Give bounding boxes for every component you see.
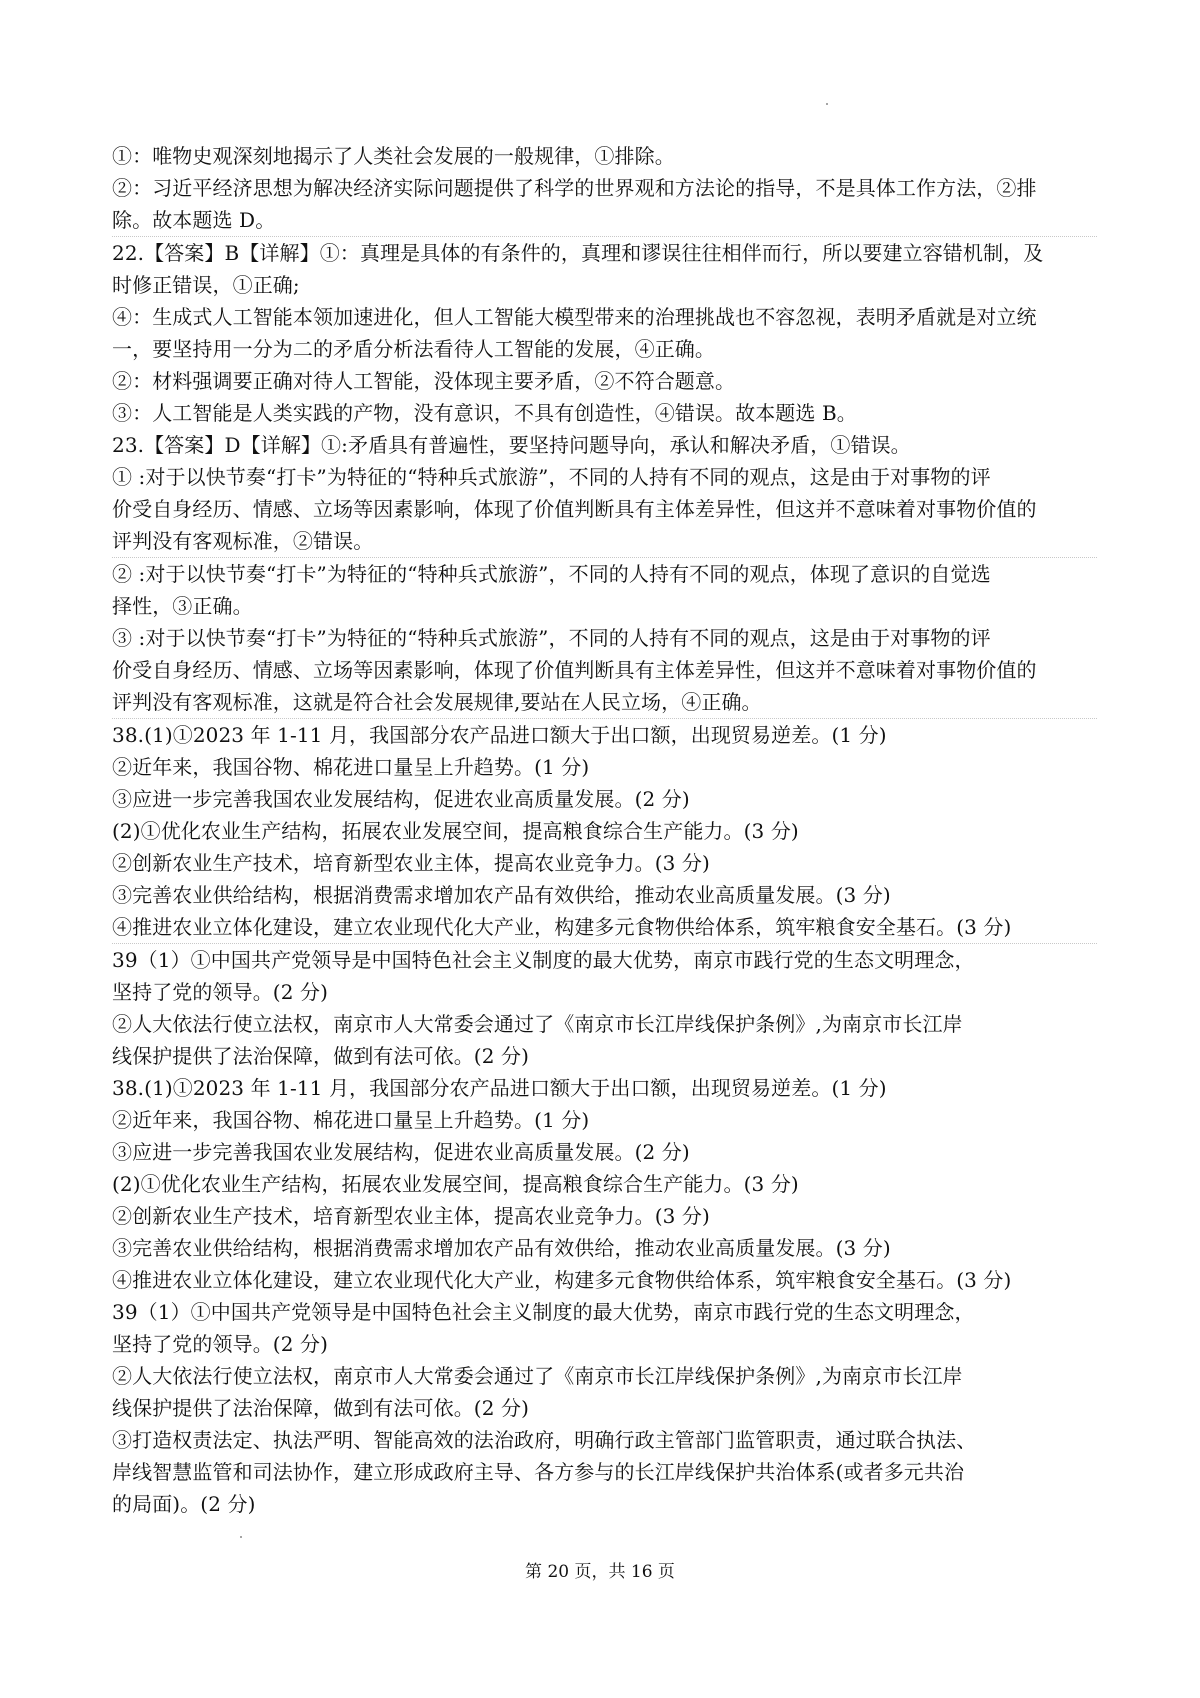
text-line: 一，要坚持用一分为二的矛盾分析法看待人工智能的发展，④正确。 — [112, 337, 715, 361]
text-line: 评判没有客观标准，这就是符合社会发展规律,要站在人民立场，④正确。 — [112, 686, 1097, 719]
text-line: 线保护提供了法治保障，做到有法可依。(2 分) — [112, 1396, 529, 1420]
scan-speck — [826, 103, 828, 105]
text-line: 线保护提供了法治保障，做到有法可依。(2 分) — [112, 1044, 529, 1068]
text-line: (2)①优化农业生产结构，拓展农业发展空间，提高粮食综合生产能力。(3 分) — [112, 1172, 799, 1196]
text-line: ③应进一步完善我国农业发展结构，促进农业高质量发展。(2 分) — [112, 1140, 690, 1164]
text-line: 39（1）①中国共产党领导是中国特色社会主义制度的最大优势，南京市践行党的生态文明理念， — [112, 1300, 975, 1324]
page-number-footer: 第 20 页，共 16 页 — [525, 1562, 675, 1582]
text-line: ④推进农业立体化建设，建立农业现代化大产业，构建多元食物供给体系，筑牢粮食安全基石。(3 分) — [112, 911, 1097, 944]
text-line: ②近年来，我国谷物、棉花进口量呈上升趋势。(1 分) — [112, 755, 590, 779]
scan-speck — [240, 1536, 242, 1538]
text-line: ④推进农业立体化建设，建立农业现代化大产业，构建多元食物供给体系，筑牢粮食安全基石。(3 分) — [112, 1268, 1012, 1292]
text-line: 的局面)。(2 分) — [112, 1492, 256, 1516]
text-line: ②：习近平经济思想为解决经济实际问题提供了科学的世界观和方法论的指导，不是具体工作方法，②排 — [112, 176, 1037, 200]
text-line: ④：生成式人工智能本领加速进化，但人工智能大模型带来的治理挑战也不容忽视，表明矛盾就是对立统 — [112, 305, 1037, 329]
text-line: 38.(1)①2023 年 1-11 月，我国部分农产品进口额大于出口额，出现贸易逆差。(1 分) — [112, 1076, 887, 1100]
text-line: ②人大依法行使立法权，南京市人大常委会通过了《南京市长江岸线保护条例》,为南京市长江岸 — [112, 1364, 963, 1388]
text-line: 39（1）①中国共产党领导是中国特色社会主义制度的最大优势，南京市践行党的生态文明理念， — [112, 948, 975, 972]
text-line: ②人大依法行使立法权，南京市人大常委会通过了《南京市长江岸线保护条例》,为南京市长江岸 — [112, 1012, 963, 1036]
text-line: ①：唯物史观深刻地揭示了人类社会发展的一般规律，①排除。 — [112, 144, 675, 168]
text-line: 除。故本题选 D。 — [112, 204, 1097, 237]
text-line: 时修正错误，①正确; — [112, 273, 300, 297]
text-line: ③完善农业供给结构，根据消费需求增加农产品有效供给，推动农业高质量发展。(3 分) — [112, 1236, 891, 1260]
text-line: 23.【答案】D【详解】①:矛盾具有普遍性，要坚持问题导向，承认和解决矛盾，①错误。 — [112, 433, 911, 457]
text-line: 价受自身经历、情感、立场等因素影响，体现了价值判断具有主体差异性，但这并不意味着对事物价值的 — [112, 658, 1037, 682]
text-line: 岸线智慧监管和司法协作，建立形成政府主导、各方参与的长江岸线保护共治体系(或者多元共治 — [112, 1460, 965, 1484]
text-line: 坚持了党的领导。(2 分) — [112, 1332, 328, 1356]
text-line: ③打造权责法定、执法严明、智能高效的法治政府，明确行政主管部门监管职责，通过联合执法、 — [112, 1428, 977, 1452]
text-line: ③应进一步完善我国农业发展结构，促进农业高质量发展。(2 分) — [112, 787, 690, 811]
text-line: ②：材料强调要正确对待人工智能，没体现主要矛盾，②不符合题意。 — [112, 369, 736, 393]
text-line: 坚持了党的领导。(2 分) — [112, 980, 328, 1004]
text-line: ② :对于以快节奏“打卡”为特征的“特种兵式旅游”，不同的人持有不同的观点，体现了意识的自觉选 — [112, 562, 991, 586]
text-line: 择性，③正确。 — [112, 594, 253, 618]
text-line: ① :对于以快节奏“打卡”为特征的“特种兵式旅游”，不同的人持有不同的观点，这是由于对事物的评 — [112, 465, 991, 489]
text-line: ③ :对于以快节奏“打卡”为特征的“特种兵式旅游”，不同的人持有不同的观点，这是由于对事物的评 — [112, 626, 991, 650]
text-line: 38.(1)①2023 年 1-11 月，我国部分农产品进口额大于出口额，出现贸易逆差。(1 分) — [112, 723, 887, 747]
text-line: 22.【答案】B【详解】①：真理是具体的有条件的，真理和谬误往往相伴而行，所以要建立容错机制，及 — [112, 241, 1044, 265]
text-line: ③完善农业供给结构，根据消费需求增加农产品有效供给，推动农业高质量发展。(3 分) — [112, 883, 891, 907]
text-line: 价受自身经历、情感、立场等因素影响，体现了价值判断具有主体差异性，但这并不意味着对事物价值的 — [112, 497, 1037, 521]
text-line: ③：人工智能是人类实践的产物，没有意识，不具有创造性，④错误。故本题选 B。 — [112, 401, 857, 425]
text-line: (2)①优化农业生产结构，拓展农业发展空间，提高粮食综合生产能力。(3 分) — [112, 819, 799, 843]
answer-text-body — [112, 140, 1097, 1520]
text-line: ②近年来，我国谷物、棉花进口量呈上升趋势。(1 分) — [112, 1108, 590, 1132]
text-line: ②创新农业生产技术，培育新型农业主体，提高农业竞争力。(3 分) — [112, 1204, 710, 1228]
text-line: 评判没有客观标准，②错误。 — [112, 525, 1097, 558]
text-line: ②创新农业生产技术，培育新型农业主体，提高农业竞争力。(3 分) — [112, 851, 710, 875]
